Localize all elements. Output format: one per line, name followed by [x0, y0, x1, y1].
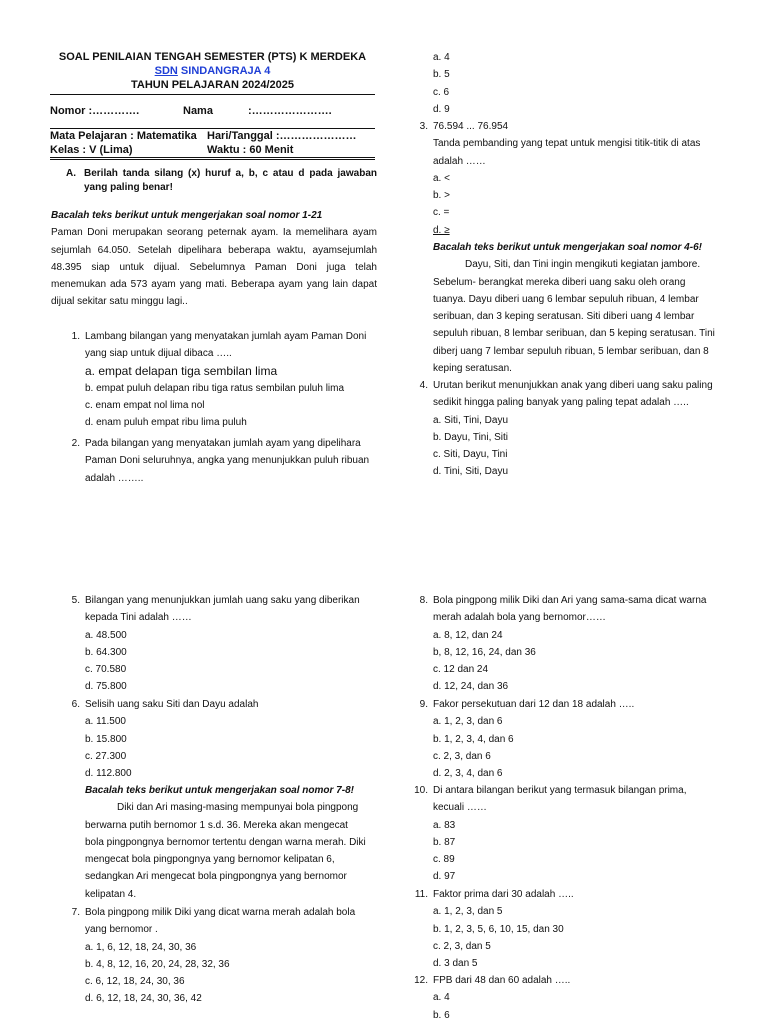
question-text: Selisih uang saku Siti dan Dayu adalah	[85, 699, 259, 710]
exam-title: SOAL PENILAIAN TENGAH SEMESTER (PTS) K MERDEKA	[58, 51, 367, 63]
question-number: 12.	[414, 975, 428, 986]
option-d[interactable]: d. 112.800	[85, 768, 132, 780]
question-number: 9.	[419, 699, 428, 710]
instruction-text: Berilah tanda silang (x) huruf a, b, c atau d pada jawaban yang paling benar!	[84, 168, 377, 193]
question-text: Bilangan yang menunjukkan jumlah uang saku yang diberikan kepada Tini adalah ……	[85, 595, 360, 624]
option-d[interactable]: d. ≥	[433, 224, 450, 236]
question-2	[62, 435, 372, 487]
option-c[interactable]: c. 6	[433, 86, 450, 98]
option-b[interactable]: b. 4, 8, 12, 16, 20, 24, 28, 32, 36	[85, 958, 230, 970]
option-a[interactable]: a. <	[433, 172, 450, 184]
question-text: Faktor prima dari 30 adalah …..	[433, 889, 574, 900]
option-d[interactable]: d. 2, 3, 4, dan 6	[433, 768, 503, 780]
option-c[interactable]: c. Siti, Dayu, Tini	[433, 449, 508, 461]
question-6	[62, 696, 372, 782]
option-b[interactable]: b. 1, 2, 3, 5, 6, 10, 15, dan 30	[433, 923, 564, 935]
option-d[interactable]: d. 6, 12, 18, 24, 30, 36, 42	[85, 993, 202, 1005]
option-a[interactable]: a. 1, 6, 12, 18, 24, 30, 36	[85, 941, 197, 953]
time-field: Waktu : 60 Menit	[207, 144, 294, 156]
nomor-field[interactable]: Nomor :………….	[50, 105, 140, 117]
nama-label: Nama	[183, 105, 213, 117]
option-d[interactable]: d. 75.800	[85, 681, 127, 693]
question-text: Urutan berikut menunjukkan anak yang diberi uang saku paling sedikit hingga paling banyak yang paling tepat adalah …..	[433, 380, 713, 409]
instruction-letter: A.	[66, 168, 76, 179]
option-b[interactable]: b. 64.300	[85, 646, 127, 658]
option-b[interactable]: b. 1, 2, 3, 4, dan 6	[433, 733, 514, 745]
option-d[interactable]: d. enam puluh empat ribu lima puluh	[85, 417, 247, 429]
option-c[interactable]: c. 89	[433, 854, 455, 866]
subject-field: Mata Pelajaran : Matematika	[50, 130, 197, 142]
question-number: 10.	[414, 785, 428, 796]
option-c[interactable]: c. 27.300	[85, 750, 127, 762]
reading-heading: Bacalah teks berikut untuk mengerjakan soal nomor 1-21	[51, 210, 323, 221]
question-text: 76.594 ... 76.954	[433, 121, 509, 132]
option-b[interactable]: b, 8, 12, 16, 24, dan 36	[433, 646, 536, 658]
option-b[interactable]: b. 5	[433, 69, 450, 81]
option-a[interactable]: a. 4	[433, 52, 450, 63]
question-2-options	[433, 49, 733, 118]
option-d[interactable]: d. 9	[433, 103, 450, 115]
header-divider	[50, 94, 375, 95]
option-a[interactable]: a. empat delapan tiga sembilan lima	[85, 363, 278, 378]
identity-bottom-divider	[50, 157, 375, 160]
option-b[interactable]: b. Dayu, Tini, Siti	[433, 431, 509, 443]
option-d[interactable]: d. Tini, Siti, Dayu	[433, 466, 509, 478]
question-number: 2.	[71, 438, 80, 449]
reading-passage-3	[85, 782, 367, 903]
question-number: 8.	[419, 595, 428, 606]
identity-row	[50, 104, 375, 118]
option-b[interactable]: b. 6	[433, 1009, 450, 1021]
option-d[interactable]: d. 12, 24, dan 36	[433, 681, 509, 693]
option-c[interactable]: c. =	[433, 207, 450, 219]
question-text: Di antara bilangan berikut yang termasuk bilangan prima, kecuali ……	[433, 785, 687, 814]
question-number: 3.	[419, 121, 428, 132]
question-number: 4.	[419, 380, 428, 391]
reading-passage-1	[51, 207, 377, 311]
reading-text: Diki dan Ari masing-masing mempunyai bola pingpong berwarna putih bernomor 1 s.d. 36. Mereka akan mengecat bola pingpongnya bernomor tertentu dengan warna merah. Diki mengecat bola pingpongnya yang bernomor kelipatan 6, sedangkan Ari mengecat bola pingpongnya yang bernomor kelipatan 4.	[85, 802, 366, 900]
question-subtext: Tanda pembanding yang tepat untuk mengisi titik-titik di atas adalah ……	[433, 138, 701, 167]
school-name	[50, 64, 375, 78]
question-4	[410, 377, 720, 481]
option-c[interactable]: c. 2, 3, dan 5	[433, 940, 491, 952]
question-number: 7.	[71, 907, 80, 918]
option-a[interactable]: a. Siti, Tini, Dayu	[433, 414, 509, 426]
question-1	[62, 328, 372, 431]
option-c[interactable]: c. 2, 3, dan 6	[433, 750, 491, 762]
option-c[interactable]: c. 12 dan 24	[433, 664, 489, 676]
question-text: Bola pingpong milik Diki dan Ari yang sama-sama dicat warna merah adalah bola yang bernomor……	[433, 595, 707, 624]
question-9	[410, 696, 720, 782]
reading-passage-2	[433, 239, 715, 377]
option-b[interactable]: b. 15.800	[85, 733, 127, 745]
question-text: Fakor persekutuan dari 12 dan 18 adalah …..	[433, 699, 635, 710]
question-8	[410, 592, 720, 696]
question-3	[410, 118, 720, 239]
option-a[interactable]: a. 4	[433, 992, 450, 1004]
question-7	[62, 904, 372, 1008]
class-field: Kelas : V (Lima)	[50, 144, 133, 156]
nama-field[interactable]: :………………….	[248, 105, 332, 117]
option-b[interactable]: b. >	[433, 190, 450, 202]
option-b[interactable]: b. 87	[433, 836, 456, 848]
option-c[interactable]: c. 70.580	[85, 664, 127, 676]
instruction	[66, 167, 377, 195]
school-name-text: SINDANGRAJA 4	[180, 65, 271, 77]
option-a[interactable]: a. 1, 2, 3, dan 6	[433, 716, 503, 728]
question-11	[410, 886, 720, 972]
school-year: TAHUN PELAJARAN 2024/2025	[130, 79, 295, 91]
option-d[interactable]: d. 3 dan 5	[433, 958, 478, 970]
question-text: FPB dari 48 dan 60 adalah …..	[433, 975, 571, 986]
question-number: 6.	[71, 699, 80, 710]
question-number: 1.	[71, 331, 80, 342]
question-text: Lambang bilangan yang menyatakan jumlah ayam Paman Doni yang siap untuk dijual dibaca …..	[85, 331, 367, 360]
question-text: Pada bilangan yang menyatakan jumlah ayam yang dipelihara Paman Doni seluruhnya, angka yang menunjukkan puluh ribuan adalah ……..	[85, 438, 370, 484]
option-c[interactable]: c. enam empat nol lima nol	[85, 399, 205, 411]
reading-text: Paman Doni merupakan seorang peternak ayam. Ia memelihara ayam sejumlah 64.050. Setelah dipelihara beberapa waktu, ayamsejumlah 48.395 siap untuk dijual. Sebelumnya Paman Doni juga telah menemukan ada 573 ayam yang mati. Beberapa ayam yang lain dapat dijual sekitar satu minggu lagi..	[51, 227, 377, 308]
class-row	[50, 143, 375, 157]
option-c[interactable]: c. 6, 12, 18, 24, 30, 36	[85, 976, 185, 988]
option-a[interactable]: a. 1, 2, 3, dan 5	[433, 906, 503, 918]
option-b[interactable]: b. empat puluh delapan ribu tiga ratus sembilan puluh lima	[85, 382, 345, 394]
option-d[interactable]: d. 97	[433, 871, 456, 883]
subject-row	[50, 129, 375, 143]
option-a[interactable]: a. 83	[433, 819, 456, 831]
option-a[interactable]: a. 48.500	[85, 629, 127, 641]
question-10	[410, 782, 720, 886]
reading-heading: Bacalah teks berikut untuk mengerjakan soal nomor 4-6!	[433, 242, 702, 253]
school-prefix: SDN	[154, 65, 178, 77]
question-12	[410, 972, 720, 1024]
question-number: 5.	[71, 595, 80, 606]
option-a[interactable]: a. 8, 12, dan 24	[433, 629, 503, 641]
question-number: 11.	[414, 889, 428, 900]
question-text: Bola pingpong milik Diki yang dicat warna merah adalah bola yang bernomor .	[85, 907, 356, 936]
reading-text: Dayu, Siti, dan Tini ingin mengikuti kegiatan jambore. Sebelum- berangkat mereka diberi uang saku oleh orang tuanya. Dayu diberi uang 6 lembar sepuluh ribuan, 4 lembar seribuan, dan 3 keping seratusan. Siti diberi uang 4 lembar sepuluh ribuan, 8 lembar seribuan, dan 5 keping seratusan. Tini diberj uang 7 lembar sepuluh ribuan, 5 lembar seribuan, dan 8 keping seratusan.	[433, 259, 715, 375]
exam-header	[50, 50, 375, 160]
option-a[interactable]: a. 11.500	[85, 716, 126, 728]
reading-heading: Bacalah teks berikut untuk mengerjakan soal nomor 7-8!	[85, 785, 354, 796]
date-field[interactable]: Hari/Tanggal :…………………	[207, 130, 357, 142]
question-5	[62, 592, 372, 696]
